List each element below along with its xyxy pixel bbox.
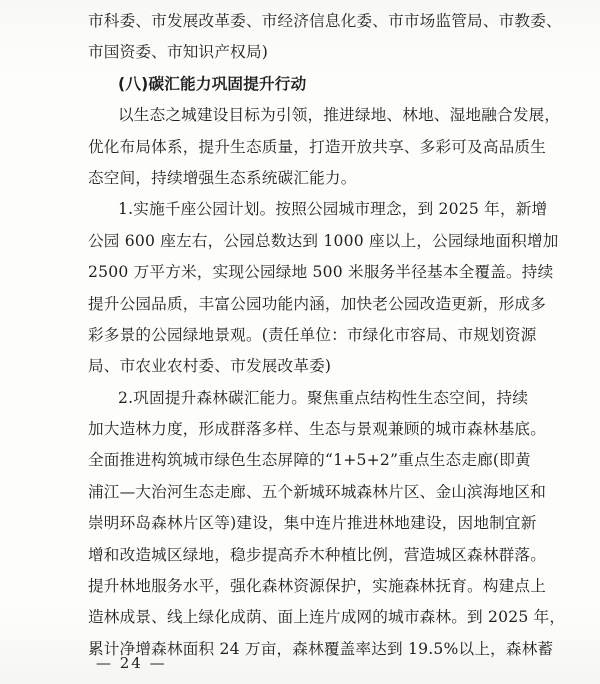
section-heading: (八)碳汇能力巩固提升行动 — [118, 74, 307, 93]
text-line: 彩多景的公园绿地景观。(责任单位：市绿化市容局、市规划资源 — [88, 325, 537, 344]
page-number: — 24 — — [96, 654, 167, 672]
text-line: 造林成景、线上绿化成荫、面上连片成网的城市森林。到 2025 年， — [88, 608, 566, 627]
text-line: 1.实施千座公园计划。按照公园城市理念，到 2025 年，新增 — [118, 200, 548, 219]
text-line: 2.巩固提升森林碳汇能力。聚焦重点结构性生态空间，持续 — [118, 388, 529, 407]
text-line: 浦江—大治河生态走廊、五个新城环城森林片区、金山滨海地区和 — [88, 482, 547, 501]
body-text — [88, 6, 576, 665]
text-line: 市科委、市发展改革委、市经济信息化委、市市场监管局、市教委、 — [88, 12, 562, 30]
text-line: 崇明环岛森林片区等)建设，集中连片推进林地建设，因地制宜新 — [88, 514, 537, 533]
text-line: 以生态之城建设目标为引领，推进绿地、林地、湿地融合发展， — [118, 106, 561, 125]
text-line: 局、市农业农村委、市发展改革委) — [88, 357, 332, 376]
text-line: 累计净增森林面积 24 万亩，森林覆盖率达到 19.5%以上，森林蓄 — [88, 639, 554, 658]
text-line: 增和改造城区绿地，稳步提高乔木种植比例，营造城区森林群落。 — [88, 545, 547, 564]
text-line: 公园 600 座左右，公园总数达到 1000 座以上，公园绿地面积增加 — [88, 231, 559, 250]
text-line: 全面推进构筑城市绿色生态屏障的“1+5+2”重点生态走廊(即黄 — [88, 451, 531, 470]
text-line: 优化布局体系，提升生态质量，打造开放共享、多彩可及高品质生 — [88, 137, 547, 156]
text-line: 态空间，持续增强生态系统碳汇能力。 — [88, 168, 357, 187]
text-line: 提升林地服务水平，强化森林资源保护，实施森林抚育。构建点上 — [88, 577, 547, 596]
text-line: 2500 万平方米，实现公园绿地 500 米服务半径基本全覆盖。持续 — [88, 263, 554, 282]
text-line: 加大造林力度，形成群落多样、生态与景观兼顾的城市森林基底。 — [88, 420, 547, 439]
text-line: 提升公园品质，丰富公园功能内涵，加快老公园改造更新，形成多 — [88, 294, 547, 313]
text-line: 市国资委、市知识产权局) — [88, 43, 269, 62]
